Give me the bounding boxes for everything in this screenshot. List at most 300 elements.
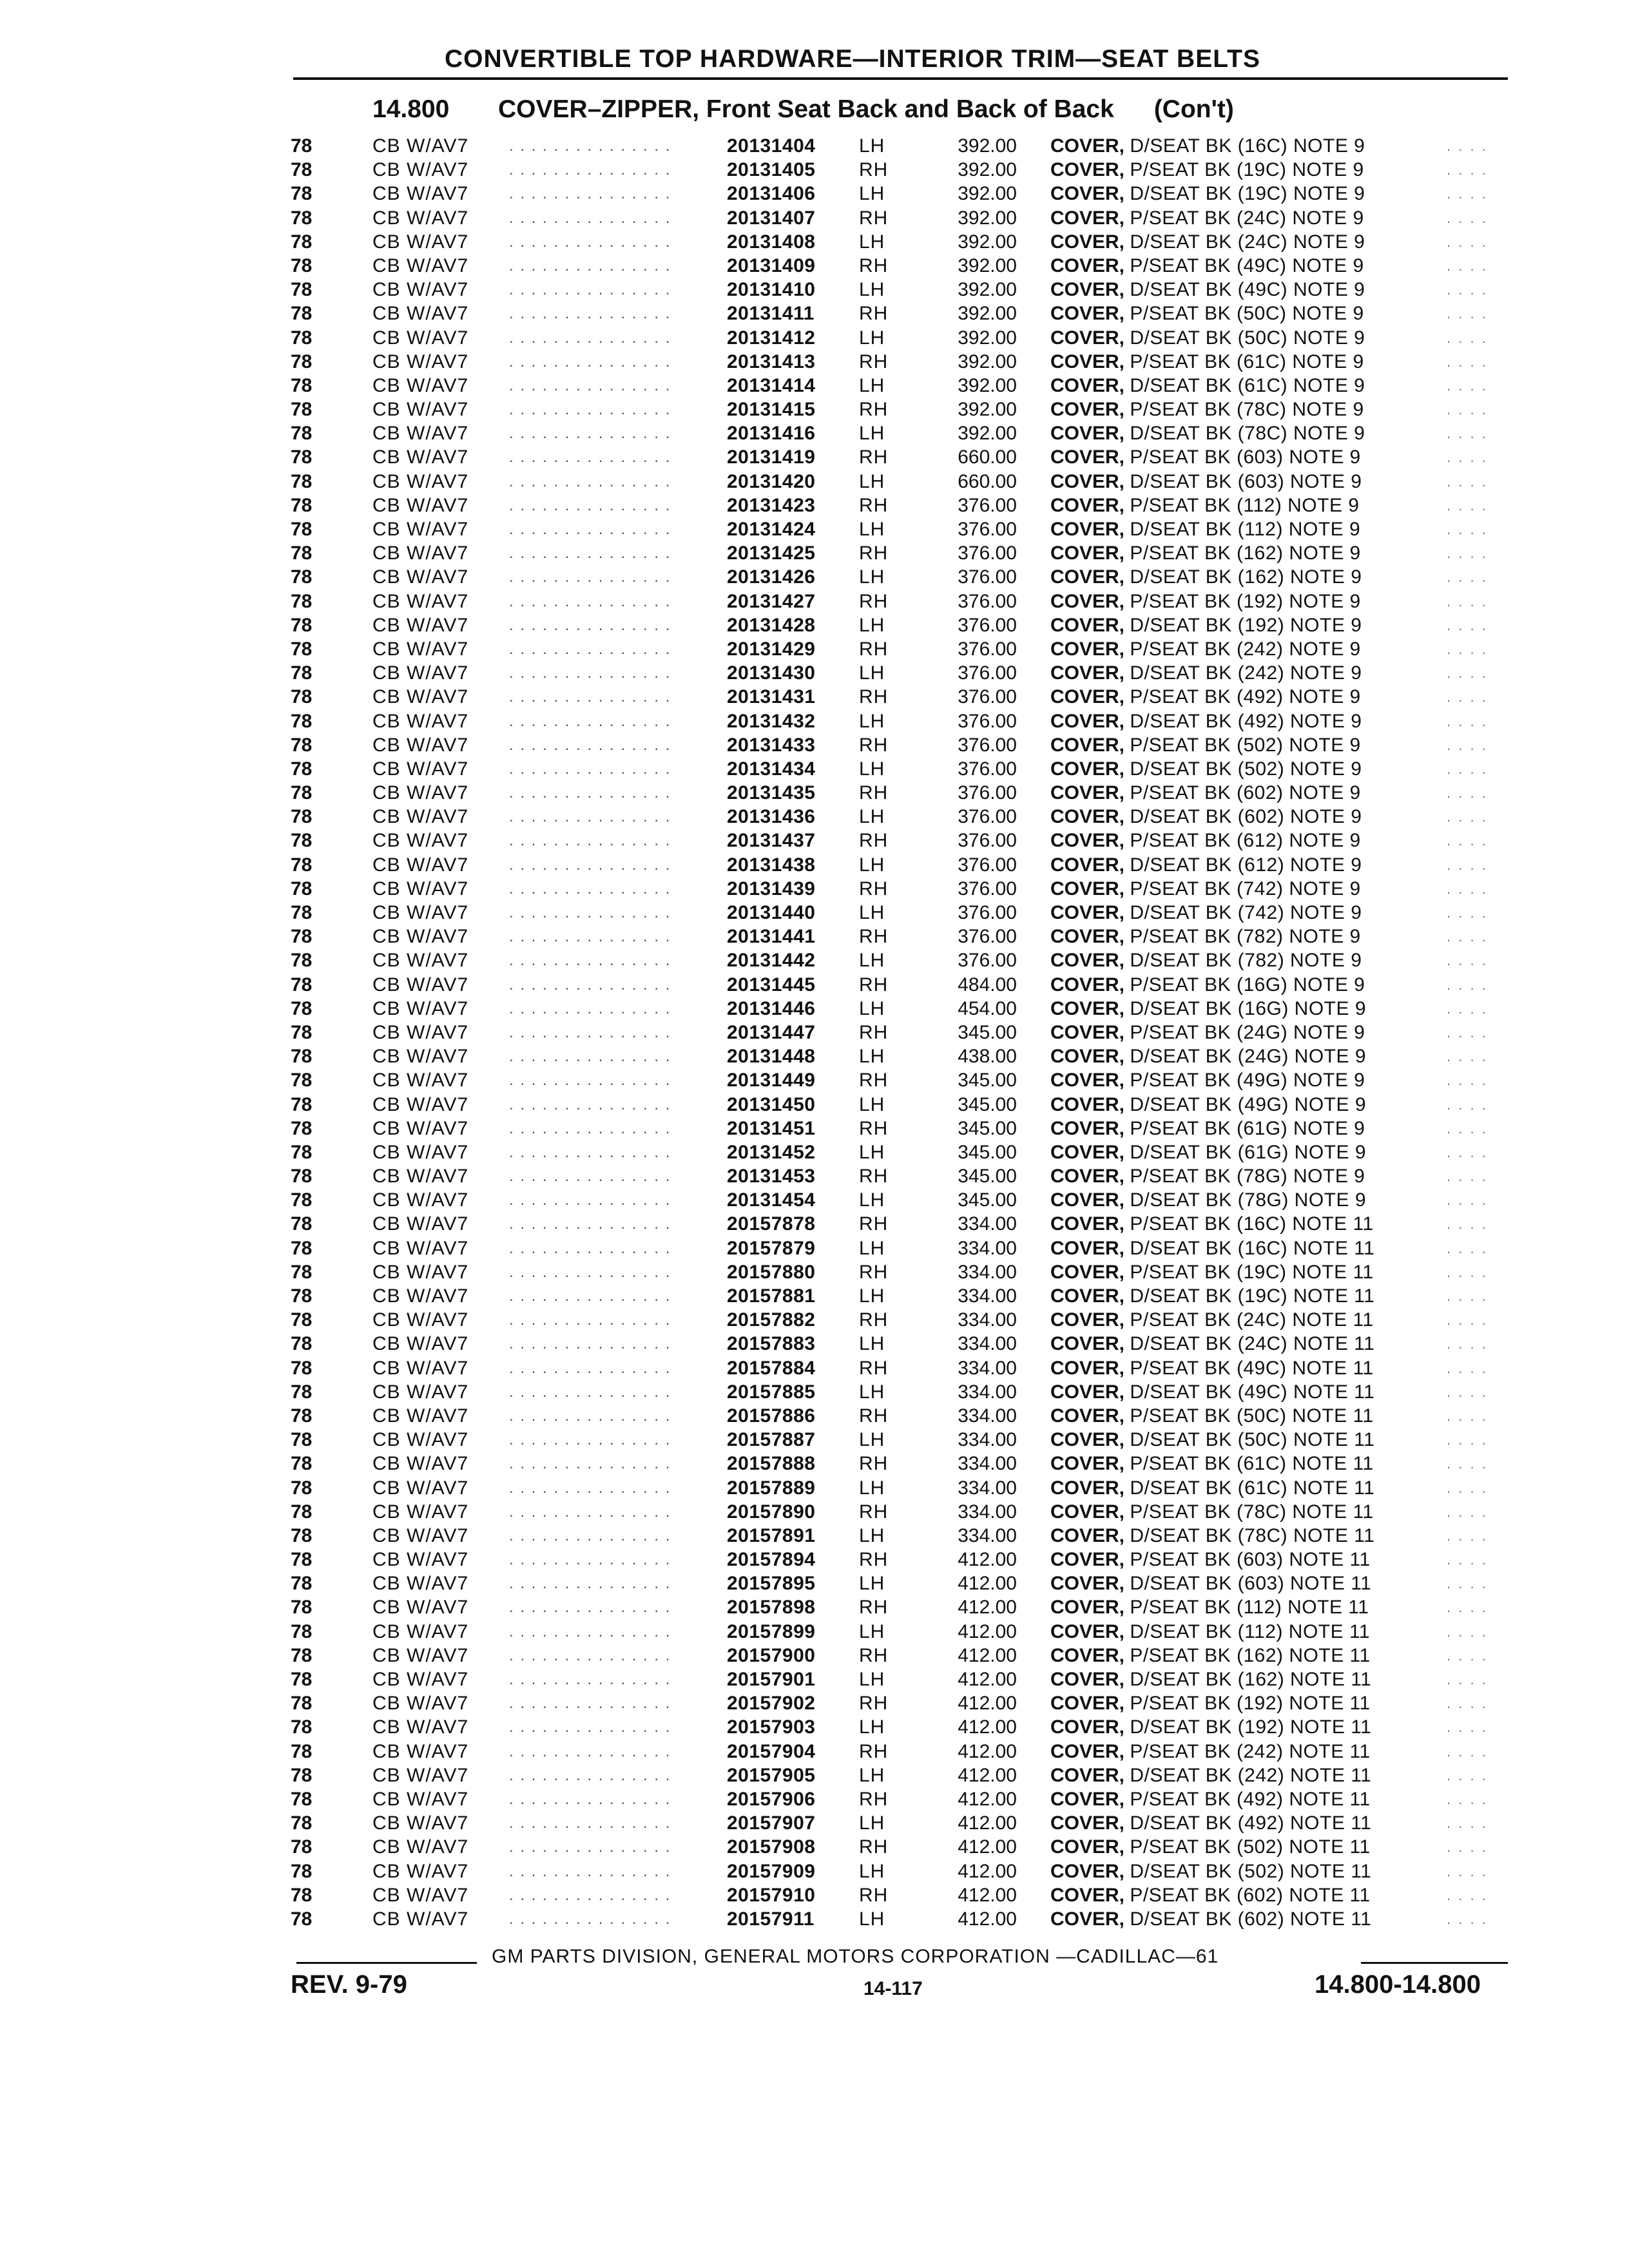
leader-dots: . . . . . . . . . . . . . . . <box>509 448 671 466</box>
part-number: 20157879 <box>727 1237 816 1259</box>
trailing-dots: . . . . <box>1447 856 1488 873</box>
list-price: 376.00 <box>958 950 1017 972</box>
part-description <box>1050 445 1361 469</box>
leader-dots: . . . . . . . . . . . . . . . <box>509 640 671 658</box>
leader-dots: . . . . . . . . . . . . . . . <box>509 1575 671 1593</box>
list-price: 392.00 <box>958 351 1017 372</box>
description-detail: P/SEAT BK (24C) NOTE 11 <box>1130 1309 1374 1331</box>
footer-revision: REV. 9-79 <box>291 1970 407 1999</box>
trailing-dots: . . . . <box>1447 353 1488 370</box>
model-year: 78 <box>291 638 313 660</box>
part-row <box>0 590 1629 613</box>
model-code: CB W/AV7 <box>372 614 469 636</box>
part-description <box>1050 374 1365 398</box>
model-year: 78 <box>291 902 313 923</box>
side-code: LH <box>859 1285 885 1307</box>
part-row <box>0 230 1629 254</box>
trailing-dots: . . . . <box>1447 1719 1488 1736</box>
model-year: 78 <box>291 1333 313 1355</box>
description-noun: COVER, <box>1050 1501 1125 1523</box>
model-code: CB W/AV7 <box>372 1021 469 1043</box>
trailing-dots: . . . . <box>1447 1383 1488 1400</box>
model-code: CB W/AV7 <box>372 878 469 899</box>
part-row <box>0 541 1629 565</box>
leader-dots: . . . . . . . . . . . . . . . <box>509 401 671 419</box>
trailing-dots: . . . . <box>1447 1048 1488 1065</box>
part-description <box>1050 565 1362 589</box>
model-year: 78 <box>291 1166 313 1187</box>
description-noun: COVER, <box>1050 1524 1125 1546</box>
part-row <box>0 948 1629 972</box>
side-code: LH <box>859 1477 885 1499</box>
description-detail: D/SEAT BK (16C) NOTE 11 <box>1130 1237 1375 1259</box>
part-number: 20157900 <box>727 1644 816 1666</box>
model-code: CB W/AV7 <box>372 1213 469 1235</box>
leader-dots: . . . . . . . . . . . . . . . <box>509 1168 671 1186</box>
leader-dots: . . . . . . . . . . . . . . . <box>509 784 671 802</box>
trailing-dots: . . . . <box>1447 449 1488 466</box>
model-code: CB W/AV7 <box>372 1740 469 1762</box>
leader-dots: . . . . . . . . . . . . . . . <box>509 1239 671 1257</box>
part-row <box>0 158 1629 182</box>
description-noun: COVER, <box>1050 1237 1125 1259</box>
part-row <box>0 829 1629 852</box>
part-number: 20157911 <box>727 1908 815 1930</box>
model-year: 78 <box>291 1285 313 1307</box>
leader-dots: . . . . . . . . . . . . . . . <box>509 1072 671 1090</box>
side-code: RH <box>859 255 889 276</box>
list-price: 376.00 <box>958 590 1017 612</box>
part-number: 20157887 <box>727 1429 816 1451</box>
trailing-dots: . . . . <box>1447 425 1488 442</box>
part-number: 20131447 <box>727 1021 816 1043</box>
description-noun: COVER, <box>1050 1764 1125 1786</box>
model-code: CB W/AV7 <box>372 207 469 229</box>
part-row <box>0 1571 1629 1595</box>
side-code: LH <box>859 1908 885 1930</box>
model-code: CB W/AV7 <box>372 1477 469 1499</box>
part-description <box>1050 1188 1366 1212</box>
model-code: CB W/AV7 <box>372 1261 469 1283</box>
trailing-dots: . . . . <box>1447 377 1488 394</box>
model-code: CB W/AV7 <box>372 1046 469 1068</box>
model-code: CB W/AV7 <box>372 374 469 396</box>
part-number: 20157903 <box>727 1716 816 1738</box>
description-noun: COVER, <box>1050 519 1125 540</box>
list-price: 376.00 <box>958 686 1017 708</box>
model-code: CB W/AV7 <box>372 327 469 349</box>
trailing-dots: . . . . <box>1447 1527 1488 1544</box>
side-code: RH <box>859 1788 889 1810</box>
description-detail: D/SEAT BK (19C) NOTE 9 <box>1130 183 1365 205</box>
part-description <box>1050 733 1361 757</box>
description-noun: COVER, <box>1050 1836 1125 1858</box>
part-description <box>1050 1667 1371 1691</box>
leader-dots: . . . . . . . . . . . . . . . <box>509 1095 671 1113</box>
part-row <box>0 877 1629 901</box>
part-description <box>1050 350 1364 374</box>
description-detail: P/SEAT BK (492) NOTE 11 <box>1130 1788 1371 1810</box>
part-number: 20157880 <box>727 1261 816 1283</box>
model-year: 78 <box>291 159 313 181</box>
part-description <box>1050 973 1365 997</box>
trailing-dots: . . . . <box>1447 689 1488 706</box>
description-detail: D/SEAT BK (602) NOTE 11 <box>1130 1908 1372 1930</box>
part-number: 20131446 <box>727 997 816 1019</box>
description-noun: COVER, <box>1050 327 1125 349</box>
model-code: CB W/AV7 <box>372 710 469 732</box>
part-description <box>1050 925 1361 948</box>
leader-dots: . . . . . . . . . . . . . . . <box>509 544 671 562</box>
model-year: 78 <box>291 806 313 828</box>
trailing-dots: . . . . <box>1447 1479 1488 1496</box>
trailing-dots: . . . . <box>1447 162 1488 178</box>
list-price: 376.00 <box>958 519 1017 540</box>
model-year: 78 <box>291 183 313 205</box>
description-detail: P/SEAT BK (16G) NOTE 9 <box>1130 974 1365 995</box>
model-year: 78 <box>291 399 313 421</box>
model-code: CB W/AV7 <box>372 974 469 995</box>
footer-page-number: 14-117 <box>863 1978 923 1999</box>
description-noun: COVER, <box>1050 470 1125 492</box>
part-description <box>1050 1524 1374 1548</box>
list-price: 412.00 <box>958 1669 1017 1690</box>
model-year: 78 <box>291 1357 313 1379</box>
model-year: 78 <box>291 686 313 708</box>
part-row <box>0 565 1629 589</box>
description-detail: D/SEAT BK (602) NOTE 9 <box>1130 806 1362 828</box>
leader-dots: . . . . . . . . . . . . . . . <box>509 808 671 826</box>
model-code: CB W/AV7 <box>372 1644 469 1666</box>
description-noun: COVER, <box>1050 159 1125 181</box>
model-code: CB W/AV7 <box>372 1141 469 1163</box>
model-year: 78 <box>291 1524 313 1546</box>
model-code: CB W/AV7 <box>372 1285 469 1307</box>
trailing-dots: . . . . <box>1447 809 1488 825</box>
description-noun: COVER, <box>1050 1405 1125 1427</box>
part-number: 20131434 <box>727 758 816 780</box>
part-description <box>1050 158 1364 182</box>
leader-dots: . . . . . . . . . . . . . . . <box>509 1886 671 1904</box>
side-code: LH <box>859 902 885 923</box>
list-price: 392.00 <box>958 399 1017 421</box>
list-price: 334.00 <box>958 1357 1017 1379</box>
description-detail: P/SEAT BK (602) NOTE 9 <box>1130 782 1361 804</box>
trailing-dots: . . . . <box>1447 1671 1488 1687</box>
model-year: 78 <box>291 734 313 756</box>
part-number: 20131427 <box>727 590 816 612</box>
side-code: LH <box>859 854 885 876</box>
description-noun: COVER, <box>1050 1477 1125 1499</box>
model-year: 78 <box>291 135 313 157</box>
description-detail: D/SEAT BK (612) NOTE 9 <box>1130 854 1362 876</box>
description-detail: D/SEAT BK (50C) NOTE 9 <box>1130 327 1365 349</box>
description-noun: COVER, <box>1050 1046 1125 1068</box>
leader-dots: . . . . . . . . . . . . . . . <box>509 975 671 994</box>
trailing-dots: . . . . <box>1447 1503 1488 1520</box>
trailing-dots: . . . . <box>1447 305 1488 322</box>
description-detail: P/SEAT BK (78C) NOTE 11 <box>1130 1501 1374 1523</box>
description-noun: COVER, <box>1050 231 1125 253</box>
side-code: RH <box>859 590 889 612</box>
side-code: RH <box>859 734 889 756</box>
part-row <box>0 1500 1629 1524</box>
description-noun: COVER, <box>1050 1021 1125 1043</box>
list-price: 334.00 <box>958 1333 1017 1355</box>
part-row <box>0 1044 1629 1068</box>
description-detail: D/SEAT BK (492) NOTE 11 <box>1130 1812 1372 1834</box>
trailing-dots: . . . . <box>1447 1072 1488 1089</box>
part-row <box>0 1667 1629 1691</box>
part-number: 20131426 <box>727 566 816 588</box>
list-price: 412.00 <box>958 1644 1017 1666</box>
part-number: 20131410 <box>727 279 816 301</box>
list-price: 345.00 <box>958 1093 1017 1115</box>
leader-dots: . . . . . . . . . . . . . . . <box>509 185 671 203</box>
part-number: 20131412 <box>727 327 816 349</box>
description-noun: COVER, <box>1050 1285 1125 1307</box>
part-row <box>0 1740 1629 1763</box>
leader-dots: . . . . . . . . . . . . . . . <box>509 1862 671 1880</box>
side-code: LH <box>859 183 885 205</box>
description-detail: P/SEAT BK (612) NOTE 9 <box>1130 830 1361 852</box>
description-detail: D/SEAT BK (61G) NOTE 9 <box>1130 1141 1367 1163</box>
footer-rule-left <box>296 1962 477 1964</box>
list-price: 334.00 <box>958 1381 1017 1403</box>
description-detail: P/SEAT BK (112) NOTE 11 <box>1130 1597 1369 1619</box>
part-number: 20131432 <box>727 710 816 732</box>
model-year: 78 <box>291 1836 313 1858</box>
trailing-dots: . . . . <box>1447 1000 1488 1017</box>
part-number: 20131407 <box>727 207 816 229</box>
part-description <box>1050 1404 1374 1428</box>
model-year: 78 <box>291 255 313 276</box>
part-description <box>1050 541 1361 565</box>
description-noun: COVER, <box>1050 207 1125 229</box>
part-number: 20131414 <box>727 374 816 396</box>
list-price: 334.00 <box>958 1309 1017 1331</box>
header-rule <box>293 77 1508 80</box>
part-description <box>1050 494 1360 517</box>
part-description <box>1050 829 1361 852</box>
part-description <box>1050 877 1361 901</box>
side-code: RH <box>859 878 889 899</box>
leader-dots: . . . . . . . . . . . . . . . <box>509 952 671 970</box>
list-price: 376.00 <box>958 662 1017 684</box>
list-price: 334.00 <box>958 1429 1017 1451</box>
description-noun: COVER, <box>1050 1597 1125 1619</box>
trailing-dots: . . . . <box>1447 593 1488 610</box>
model-year: 78 <box>291 614 313 636</box>
description-noun: COVER, <box>1050 1693 1125 1715</box>
page-header-title: CONVERTIBLE TOP HARDWARE—INTERIOR TRIM—SEAT BELTS <box>445 45 1260 73</box>
model-code: CB W/AV7 <box>372 1620 469 1642</box>
model-code: CB W/AV7 <box>372 135 469 157</box>
list-price: 334.00 <box>958 1237 1017 1259</box>
leader-dots: . . . . . . . . . . . . . . . <box>509 1742 671 1760</box>
part-number: 20131442 <box>727 950 816 972</box>
trailing-dots: . . . . <box>1447 1695 1488 1712</box>
list-price: 412.00 <box>958 1764 1017 1786</box>
trailing-dots: . . . . <box>1447 1192 1488 1209</box>
model-code: CB W/AV7 <box>372 1166 469 1187</box>
list-price: 412.00 <box>958 1597 1017 1619</box>
model-year: 78 <box>291 1908 313 1930</box>
model-year: 78 <box>291 1644 313 1666</box>
part-number: 20131406 <box>727 183 816 205</box>
description-noun: COVER, <box>1050 1788 1125 1810</box>
description-noun: COVER, <box>1050 1381 1125 1403</box>
model-year: 78 <box>291 327 313 349</box>
description-noun: COVER, <box>1050 423 1125 445</box>
list-price: 376.00 <box>958 926 1017 948</box>
trailing-dots: . . . . <box>1447 1407 1488 1424</box>
side-code: LH <box>859 1573 885 1595</box>
model-year: 78 <box>291 1453 313 1475</box>
model-year: 78 <box>291 207 313 229</box>
part-row <box>0 182 1629 206</box>
description-detail: P/SEAT BK (242) NOTE 9 <box>1130 638 1361 660</box>
side-code: LH <box>859 1381 885 1403</box>
description-detail: P/SEAT BK (50C) NOTE 9 <box>1130 303 1364 325</box>
description-detail: D/SEAT BK (49C) NOTE 9 <box>1130 279 1365 301</box>
part-number: 20157883 <box>727 1333 816 1355</box>
side-code: LH <box>859 327 885 349</box>
part-row <box>0 1907 1629 1931</box>
part-description <box>1050 1620 1370 1644</box>
part-row <box>0 1117 1629 1140</box>
leader-dots: . . . . . . . . . . . . . . . <box>509 281 671 299</box>
description-noun: COVER, <box>1050 782 1125 804</box>
model-code: CB W/AV7 <box>372 1524 469 1546</box>
description-noun: COVER, <box>1050 1669 1125 1690</box>
model-code: CB W/AV7 <box>372 590 469 612</box>
model-code: CB W/AV7 <box>372 423 469 445</box>
description-noun: COVER, <box>1050 590 1125 612</box>
part-row <box>0 445 1629 469</box>
list-price: 376.00 <box>958 854 1017 876</box>
side-code: LH <box>859 806 885 828</box>
list-price: 484.00 <box>958 974 1017 995</box>
model-year: 78 <box>291 1812 313 1834</box>
part-description <box>1050 685 1361 709</box>
model-year: 78 <box>291 974 313 995</box>
model-year: 78 <box>291 1309 313 1331</box>
side-code: RH <box>859 830 889 852</box>
part-description <box>1050 470 1362 494</box>
part-number: 20157889 <box>727 1477 816 1499</box>
description-detail: D/SEAT BK (61C) NOTE 11 <box>1130 1477 1375 1499</box>
leader-dots: . . . . . . . . . . . . . . . <box>509 999 671 1017</box>
model-year: 78 <box>291 1213 313 1235</box>
model-year: 78 <box>291 758 313 780</box>
description-detail: D/SEAT BK (61C) NOTE 9 <box>1130 374 1365 396</box>
model-year: 78 <box>291 926 313 948</box>
list-price: 345.00 <box>958 1070 1017 1091</box>
part-row <box>0 1811 1629 1835</box>
list-price: 345.00 <box>958 1021 1017 1043</box>
description-noun: COVER, <box>1050 1620 1125 1642</box>
part-row <box>0 1835 1629 1859</box>
description-detail: D/SEAT BK (49C) NOTE 11 <box>1130 1381 1375 1403</box>
part-number: 20131453 <box>727 1166 816 1187</box>
model-year: 78 <box>291 1693 313 1715</box>
model-code: CB W/AV7 <box>372 1693 469 1715</box>
part-description <box>1050 1164 1365 1188</box>
section-number: 14.800 <box>372 95 450 123</box>
part-row <box>0 1763 1629 1787</box>
model-year: 78 <box>291 1573 313 1595</box>
description-detail: P/SEAT BK (78G) NOTE 9 <box>1130 1166 1365 1187</box>
leader-dots: . . . . . . . . . . . . . . . <box>509 472 671 490</box>
list-price: 438.00 <box>958 1046 1017 1068</box>
list-price: 412.00 <box>958 1788 1017 1810</box>
list-price: 392.00 <box>958 327 1017 349</box>
description-noun: COVER, <box>1050 1812 1125 1834</box>
side-code: RH <box>859 1309 889 1331</box>
leader-dots: . . . . . . . . . . . . . . . <box>509 736 671 754</box>
leader-dots: . . . . . . . . . . . . . . . <box>509 1599 671 1617</box>
description-detail: D/SEAT BK (16G) NOTE 9 <box>1130 997 1367 1019</box>
model-code: CB W/AV7 <box>372 231 469 253</box>
trailing-dots: . . . . <box>1447 1216 1488 1233</box>
model-year: 78 <box>291 997 313 1019</box>
part-description <box>1050 1044 1366 1068</box>
description-detail: P/SEAT BK (502) NOTE 9 <box>1130 734 1361 756</box>
side-code: RH <box>859 399 889 421</box>
part-number: 20157890 <box>727 1501 816 1523</box>
trailing-dots: . . . . <box>1447 257 1488 274</box>
part-row <box>0 853 1629 877</box>
description-detail: D/SEAT BK (502) NOTE 9 <box>1130 758 1362 780</box>
part-number: 20131413 <box>727 351 816 372</box>
leader-dots: . . . . . . . . . . . . . . . <box>509 1191 671 1209</box>
side-code: RH <box>859 1740 889 1762</box>
description-noun: COVER, <box>1050 1740 1125 1762</box>
side-code: RH <box>859 1693 889 1715</box>
description-noun: COVER, <box>1050 1166 1125 1187</box>
part-row <box>0 421 1629 445</box>
description-detail: P/SEAT BK (742) NOTE 9 <box>1130 878 1361 899</box>
part-number: 20131451 <box>727 1117 816 1139</box>
model-year: 78 <box>291 1070 313 1091</box>
part-row <box>0 134 1629 158</box>
description-detail: P/SEAT BK (24C) NOTE 9 <box>1130 207 1364 229</box>
trailing-dots: . . . . <box>1447 617 1488 633</box>
part-row <box>0 398 1629 421</box>
part-description <box>1050 278 1365 302</box>
leader-dots: . . . . . . . . . . . . . . . <box>509 1526 671 1544</box>
model-code: CB W/AV7 <box>372 1381 469 1403</box>
part-row <box>0 685 1629 709</box>
part-row <box>0 1236 1629 1260</box>
part-row <box>0 1595 1629 1619</box>
trailing-dots: . . . . <box>1447 713 1488 729</box>
list-price: 376.00 <box>958 543 1017 564</box>
description-detail: D/SEAT BK (782) NOTE 9 <box>1130 950 1362 972</box>
model-code: CB W/AV7 <box>372 1788 469 1810</box>
trailing-dots: . . . . <box>1447 1432 1488 1448</box>
leader-dots: . . . . . . . . . . . . . . . <box>509 209 671 227</box>
part-number: 20131441 <box>727 926 816 948</box>
list-price: 376.00 <box>958 710 1017 732</box>
leader-dots: . . . . . . . . . . . . . . . <box>509 760 671 778</box>
trailing-dots: . . . . <box>1447 785 1488 802</box>
model-year: 78 <box>291 1117 313 1139</box>
part-description <box>1050 1021 1365 1044</box>
model-year: 78 <box>291 1477 313 1499</box>
part-row <box>0 1860 1629 1883</box>
